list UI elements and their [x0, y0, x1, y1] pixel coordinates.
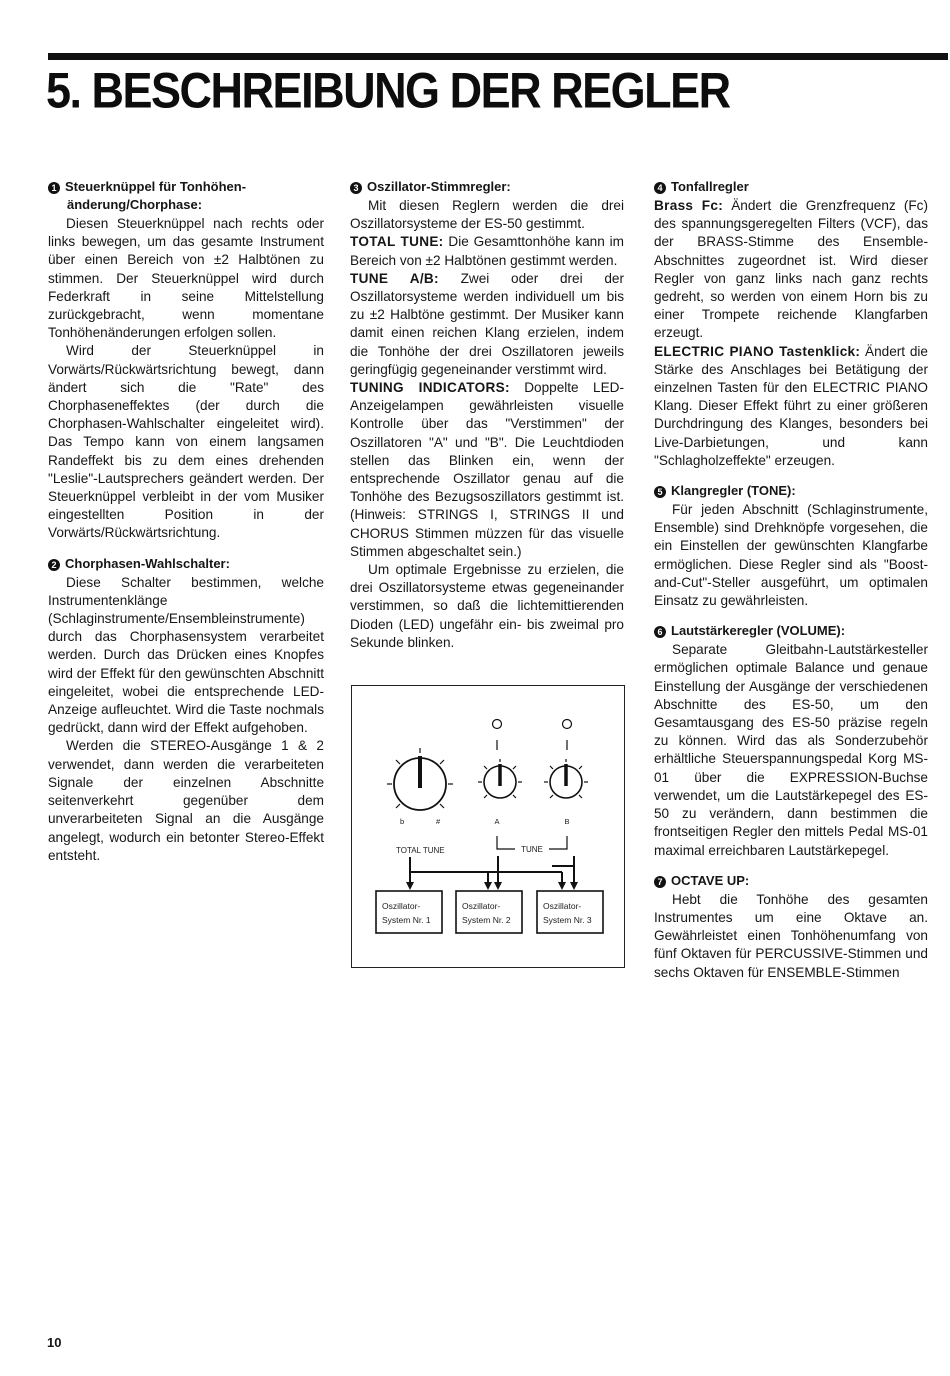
oscillator-box-3: [537, 891, 603, 933]
tune-bracket-left: [497, 836, 515, 849]
paragraph: [350, 270, 624, 379]
paragraph-text: Zwei oder drei der Oszillatorsysteme werden individuell um bis zu ±2 Halbtöne gestimmt. Der Musiker kann damit einen reichen Klang erzielen, indem die Tonhöhe der drei Oszillatoren jeweils geringfügig gegeneinander verstimmt wird.: [350, 270, 624, 377]
box-3-line-2: System Nr. 3: [543, 915, 592, 925]
section-heading: [350, 178, 624, 196]
paragraph: [350, 233, 624, 269]
box-2-line-2: System Nr. 2: [462, 915, 511, 925]
number-badge-icon: 6: [654, 626, 666, 638]
top-rule: [48, 53, 948, 60]
section-heading: [48, 178, 324, 214]
keyword: TUNING INDICATORS:: [350, 380, 510, 396]
section-heading: [654, 178, 928, 196]
paragraph-text: Die Gesamttonhöhe kann im Bereich von ±2 Halbtönen gestimmt werden.: [350, 234, 624, 268]
box-1-line-1: Oszillator-: [382, 901, 421, 911]
box-2-line-1: Oszillator-: [462, 901, 501, 911]
paragraph: [350, 379, 624, 561]
number-badge-icon: 3: [350, 182, 362, 194]
heading-text: OCTAVE UP:: [671, 872, 750, 888]
label-b: B: [564, 817, 570, 826]
box-3-line-1: Oszillator-: [543, 901, 582, 911]
flat-label: b: [400, 817, 405, 826]
total-tune-label: TOTAL TUNE: [396, 846, 445, 855]
section-4: [654, 178, 928, 470]
number-badge-icon: 4: [654, 182, 666, 194]
heading-text: Oszillator-Stimmregler:: [367, 179, 511, 194]
page-title: 5. BESCHREIBUNG DER REGLER: [46, 61, 730, 119]
keyword: Brass Fc:: [654, 198, 724, 213]
paragraph: Wird der Steuerknüppel in Vorwärts/Rückwärtsrichtung bewegt, dann ändert sich die "Rate" des Chorphaseneffektes (der durch die Chorphasen-Wahlschalter eingeleitet wird). Das Tempo kann von einem langsamen Randeffekt bis zu dem eines drehenden "Leslie"-Lautsprechers geändert werden. Der Steuerknüppel verbleibt in der vom Musiker eingestellten Position in der Vorwärts/Rückwärtsrichtung.: [48, 343, 324, 541]
box-1-line-2: System Nr. 1: [382, 915, 431, 925]
paragraph: Diesen Steuerknüppel nach rechts oder links bewegen, um das gesamte Instrument über einen Bereich von ±2 Halbtönen zu stimmen. Der Steuerknüppel wird durch Federkraft in seine Mittelstellung zurückgebracht, wenn momentane Tonhöhenänderungen erfolgen sollen.: [48, 216, 324, 341]
paragraph-text: Ändert die Grenzfrequenz (Fc) des spannungsgeregelten Filters (VCF), das der BRASS-Stimme des Ensemble-Abschnittes zugeordnet ist. Wird dieser Regler von ganz links nach ganz rechts gedreht, so werden von einem Horn bis zu einer Trompete reichende Klangfarben erzeugt.: [654, 198, 929, 341]
heading-text: Chorphasen-Wahlschalter:: [65, 555, 230, 571]
tuning-diagram-svg: [352, 686, 626, 969]
heading-text: Klangregler (TONE):: [671, 483, 796, 499]
paragraph: Hebt die Tonhöhe des gesamten Instrumentes um eine Oktave an. Gewährleistet einen Tonhöhenumfang von fünf Oktaven für PERCUSSIVE-Stimmen und sechs Oktaven für ENSEMBLE-Stimmen: [654, 891, 928, 980]
heading-text: Tonfallregler: [671, 179, 749, 194]
paragraph: [654, 343, 928, 470]
section-1: [48, 178, 324, 543]
paragraph: Für jeden Abschnitt (Schlaginstrumente, Ensemble) sind Drehknöpfe vorgesehen, die ein Einstellen der gewünschten Klangfarbe ermöglichen. Diese Regler sind als "Boost-and-Cut"-Steller ausgeführt, um optimalen Einsatz zu gewährleisten.: [654, 502, 928, 609]
column-2: [350, 178, 624, 664]
led-b-icon: [563, 720, 572, 729]
section-5: [654, 482, 928, 610]
oscillator-box-2: [456, 891, 522, 933]
column-1: [48, 178, 324, 877]
tune-bracket-right: [549, 836, 567, 849]
number-badge-icon: 1: [48, 182, 60, 194]
paragraph: Werden die STEREO-Ausgänge 1 & 2 verwendet, dann werden die verarbeiteten Signale der einzelnen Abschnitte seitenverkehrt gegenüber dem unverarbeiteten Signal an die Ausgänge angelegt, wodurch ein betonter Stereo-Effekt entsteht.: [48, 738, 324, 863]
label-a: A: [494, 817, 500, 826]
section-3: [350, 178, 624, 652]
connection-lines: [410, 856, 574, 885]
keyword: TUNE A/B:: [350, 270, 439, 286]
paragraph: Diese Schalter bestimmen, welche Instrumentenklänge (Schlaginstrumente/Ensembleinstrumente) durch das Chorphasensystem verarbeitet werden. Durch das Drücken eines Knopfes wird der Effekt für den gewünschten Abschnitt eingeleitet, wobei die entsprechende LED-Anzeige aufleuchtet. Wird die Taste nochmals gedrückt, dann wird der Effekt aufgehoben.: [48, 574, 324, 736]
section-heading: [48, 555, 324, 573]
heading-line-1: Steuerknüppel für Tonhöhen-: [65, 179, 247, 194]
arrowheads-icon: [406, 882, 578, 890]
section-6: [654, 622, 928, 859]
section-2: [48, 555, 324, 865]
keyword: TOTAL TUNE:: [350, 234, 444, 250]
total-tune-knob-icon: [387, 748, 453, 810]
section-heading: [654, 872, 928, 890]
oscillator-box-1: [376, 891, 442, 933]
paragraph-text: Doppelte LED-Anzeigelampen gewährleisten visuelle Kontrolle über das "Verstimmen" der Oszillatoren "A" und "B". Die Leuchtdioden stellen das Blinken ein, wenn der entsprechende Oszillator genau auf die Tonhöhe des Bezugsoszillators gestimmt ist. (Hinweis: STRINGS I, STRINGS II und CHORUS Stimmen müzzen für das visuelle Stimmen abgeschaltet sein.): [350, 380, 624, 559]
number-badge-icon: 2: [48, 559, 60, 571]
tuning-diagram: [351, 685, 625, 968]
heading-text: Lautstärkeregler (VOLUME):: [671, 623, 846, 639]
paragraph: [654, 197, 928, 343]
number-badge-icon: 7: [654, 876, 666, 888]
paragraph: Separate Gleitbahn-Lautstärkesteller ermöglichen optimale Balance und genaue Einstellung der Ausgänge der verschiedenen Abschnitte des ES-50, um den Gesamtausgang des ES-50 präzise regeln zu können. Wird das als Sonderzubehör erhältliche Steuerspannungspedal Korg MS-01 über die EXPRESSION-Buchse verwendet, um die Lautstärkepegel des ES-50 zu verändern, dann bestimmen die frontseitigen Regler den mittels Pedal MS-01 maximal erreichbaren Lautstärkepegel.: [654, 642, 928, 858]
paragraph-text: Ändert die Stärke des Anschlages bei Betätigung der einzelnen Tasten für den ELECTRIC PIANO Klang. Dieser Effekt führt zu einer größeren Durchdringung des Klanges, besonders bei Live-Darbietungen, und kann "Schlagholzeffekte" erzeugen.: [654, 343, 928, 468]
heading-line-2: änderung/Chorphase:: [67, 197, 203, 212]
tune-a-knob-icon: [478, 759, 522, 798]
page-number: 10: [47, 1335, 62, 1350]
section-heading: [654, 622, 928, 640]
paragraph: Mit diesen Reglern werden die drei Oszillatorsysteme der ES-50 gestimmt.: [350, 198, 624, 232]
paragraph: Um optimale Ergebnisse zu erzielen, die drei Oszillatorsysteme etwas gegeneinander verstimmen, so daß die lichtemittierenden Dioden (LED) ungefähr ein- bis zweimal pro Sekunde blinken.: [350, 562, 624, 650]
section-heading: [654, 482, 928, 500]
column-3: [654, 178, 928, 994]
number-badge-icon: 5: [654, 486, 666, 498]
section-7: [654, 872, 928, 982]
led-a-icon: [493, 720, 502, 729]
tune-label: TUNE: [521, 845, 543, 854]
keyword: ELECTRIC PIANO Tastenklick:: [654, 343, 861, 359]
sharp-label: #: [436, 817, 441, 826]
tune-b-knob-icon: [544, 759, 588, 798]
